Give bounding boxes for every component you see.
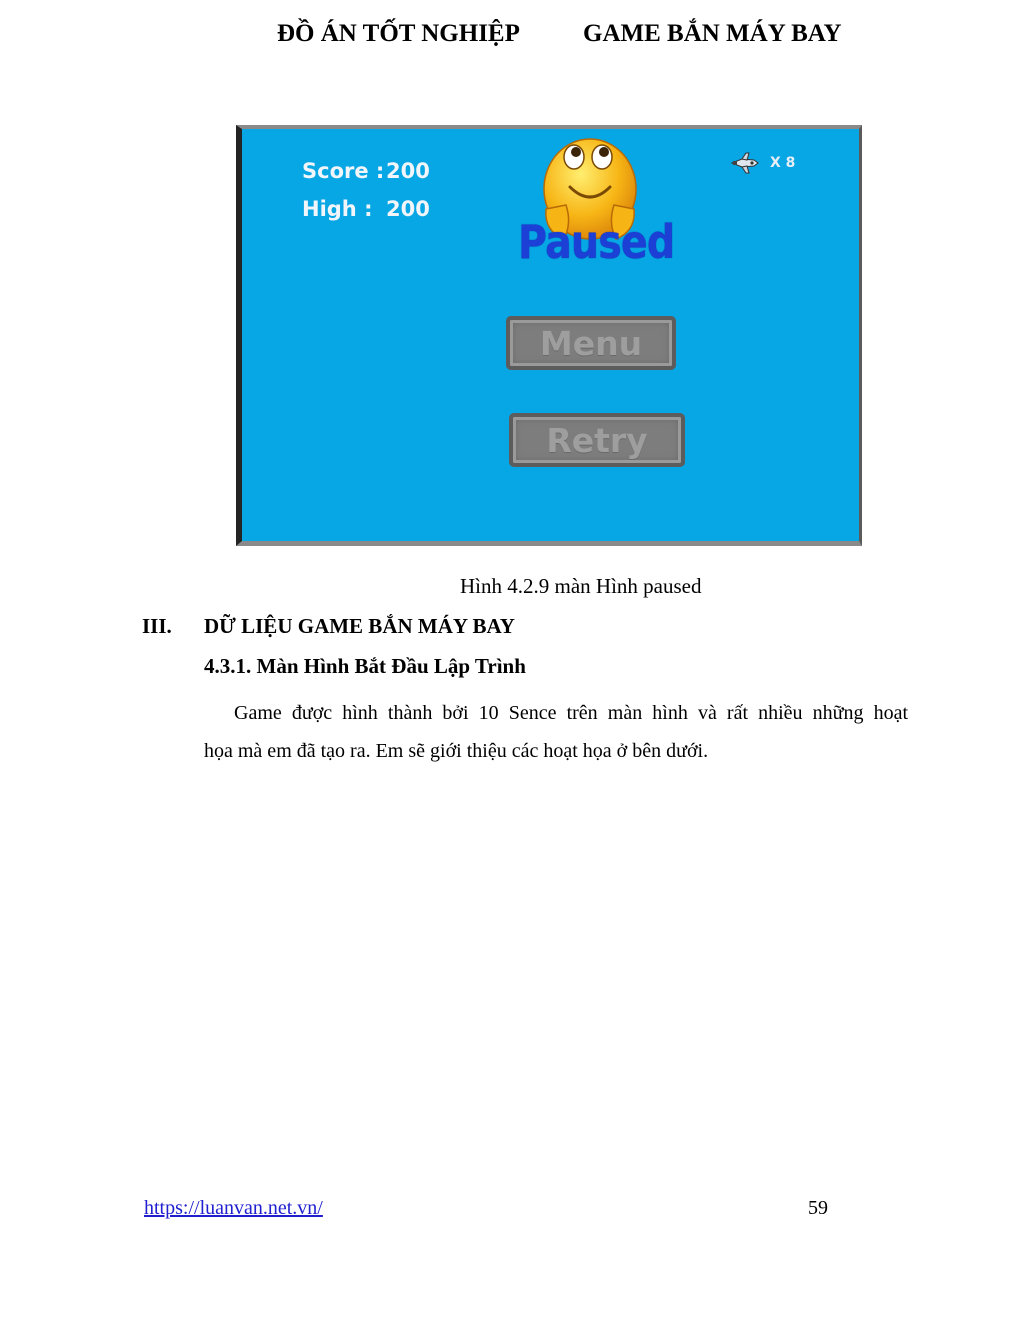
footer-link[interactable]: https://luanvan.net.vn/ (144, 1197, 323, 1219)
header-left: ĐỒ ÁN TỐT NGHIỆP (277, 20, 520, 47)
page-header (0, 20, 1024, 56)
retry-button-label: Retry (546, 420, 648, 460)
retry-button[interactable] (509, 413, 685, 467)
paused-title: Paused (518, 215, 675, 269)
score-label: Score : (302, 159, 385, 183)
section-number: III. (142, 614, 172, 638)
plane-icon (730, 151, 760, 175)
body-paragraph (204, 694, 908, 770)
subsection-title: 4.3.1. Màn Hình Bắt Đầu Lập Trình (204, 654, 526, 678)
page-number: 59 (808, 1197, 828, 1219)
high-value: 200 (386, 197, 430, 221)
score-value: 200 (386, 159, 430, 183)
lives-count: X 8 (770, 155, 796, 171)
game-screenshot (236, 125, 862, 546)
header-right: GAME BẮN MÁY BAY (583, 20, 842, 47)
paragraph-line-2: họa mà em đã tạo ra. Em sẽ giới thiệu các hoạt họa ở bên dưới. (204, 740, 709, 762)
high-label: High : (302, 197, 373, 221)
menu-button-label: Menu (539, 323, 643, 363)
paragraph-line-1: Game được hình thành bởi 10 Sence trên màn hình và rất nhiều những hoạt (234, 702, 908, 724)
menu-button[interactable] (506, 316, 676, 370)
figure-caption: Hình 4.2.9 màn Hình paused (460, 574, 702, 598)
section-title: DỮ LIỆU GAME BẮN MÁY BAY (204, 614, 515, 638)
